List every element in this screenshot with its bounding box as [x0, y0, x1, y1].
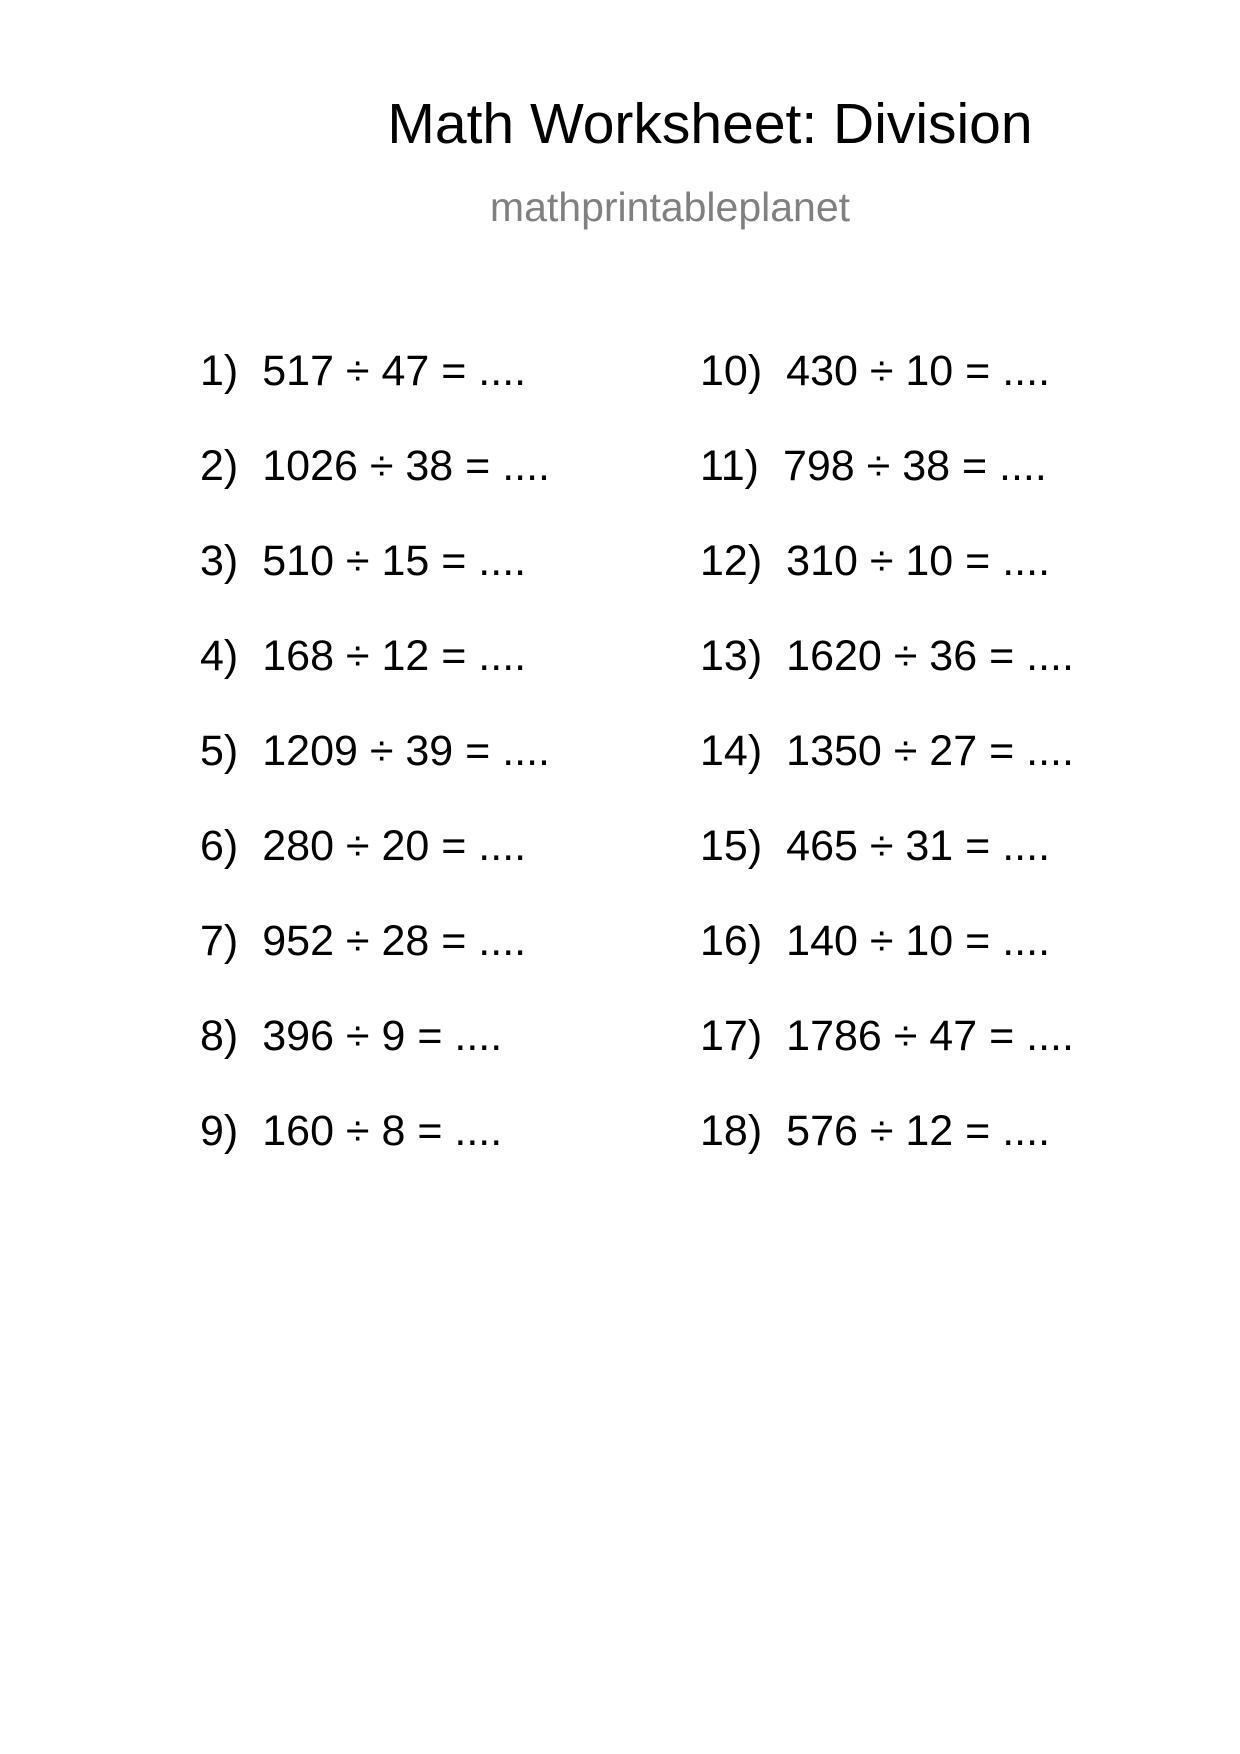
problem-number: 10): [700, 347, 763, 395]
problem-expression: 280 ÷ 20 = ....: [262, 822, 527, 870]
problem-number: 17): [700, 1012, 763, 1060]
problem-expression: 1620 ÷ 36 = ....: [786, 632, 1074, 680]
problem-number: 14): [700, 727, 763, 775]
problem-number: 7): [200, 917, 239, 965]
problem-expression: 1026 ÷ 38 = ....: [262, 442, 551, 490]
problem-expression: 576 ÷ 12 = ....: [786, 1107, 1051, 1155]
worksheet-title: Math Worksheet: Division: [387, 92, 1033, 156]
problem-expression: 168 ÷ 12 = ....: [262, 632, 527, 680]
problem-item: [700, 822, 1074, 920]
problem-number: 11): [700, 442, 759, 490]
problem-number: 6): [200, 822, 239, 870]
problem-expression: 1350 ÷ 27 = ....: [786, 727, 1074, 775]
problem-expression: 510 ÷ 15 = ....: [262, 537, 527, 585]
problem-item: [200, 822, 550, 920]
problem-number: 15): [700, 822, 763, 870]
problem-expression: 160 ÷ 8 = ....: [262, 1107, 503, 1155]
problem-item: [200, 347, 550, 445]
problem-number: 3): [200, 537, 239, 585]
problem-item: [700, 1012, 1074, 1110]
problem-number: 8): [200, 1012, 239, 1060]
problem-number: 12): [700, 537, 763, 585]
problem-number: 1): [200, 347, 239, 395]
problem-expression: 310 ÷ 10 = ....: [786, 537, 1051, 585]
problem-number: 9): [200, 1107, 239, 1155]
problem-item: [700, 537, 1074, 635]
problem-item: [700, 917, 1074, 1015]
problem-expression: 396 ÷ 9 = ....: [262, 1012, 503, 1060]
problem-expression: 517 ÷ 47 = ....: [262, 347, 527, 395]
problem-item: [200, 537, 550, 635]
problem-item: [700, 632, 1074, 730]
problem-number: 5): [200, 727, 239, 775]
problem-expression: 1786 ÷ 47 = ....: [786, 1012, 1074, 1060]
problem-number: 18): [700, 1107, 763, 1155]
problem-item: [200, 1012, 550, 1110]
problem-expression: 952 ÷ 28 = ....: [262, 917, 527, 965]
problem-item: [200, 727, 551, 825]
problem-expression: 140 ÷ 10 = ....: [786, 917, 1051, 965]
worksheet-source: mathprintableplanet: [489, 184, 851, 230]
problem-number: 16): [700, 917, 763, 965]
problem-number: 4): [200, 632, 239, 680]
problem-item: [700, 347, 1074, 445]
problem-item: [700, 1107, 1074, 1205]
problem-item: [200, 442, 551, 540]
problem-number: 13): [700, 632, 763, 680]
problem-item: [200, 1107, 550, 1205]
problem-expression: 465 ÷ 31 = ....: [786, 822, 1051, 870]
problem-item: [200, 632, 550, 730]
problem-expression: 1209 ÷ 39 = ....: [262, 727, 551, 775]
problems-column-right: [700, 347, 1074, 1205]
problem-item: [700, 442, 1074, 540]
problem-expression: 798 ÷ 38 = ....: [782, 442, 1047, 490]
problems-column-left: [200, 347, 551, 1205]
problem-expression: 430 ÷ 10 = ....: [786, 347, 1051, 395]
problem-number: 2): [200, 442, 239, 490]
problem-item: [700, 727, 1074, 825]
problem-item: [200, 917, 550, 1015]
